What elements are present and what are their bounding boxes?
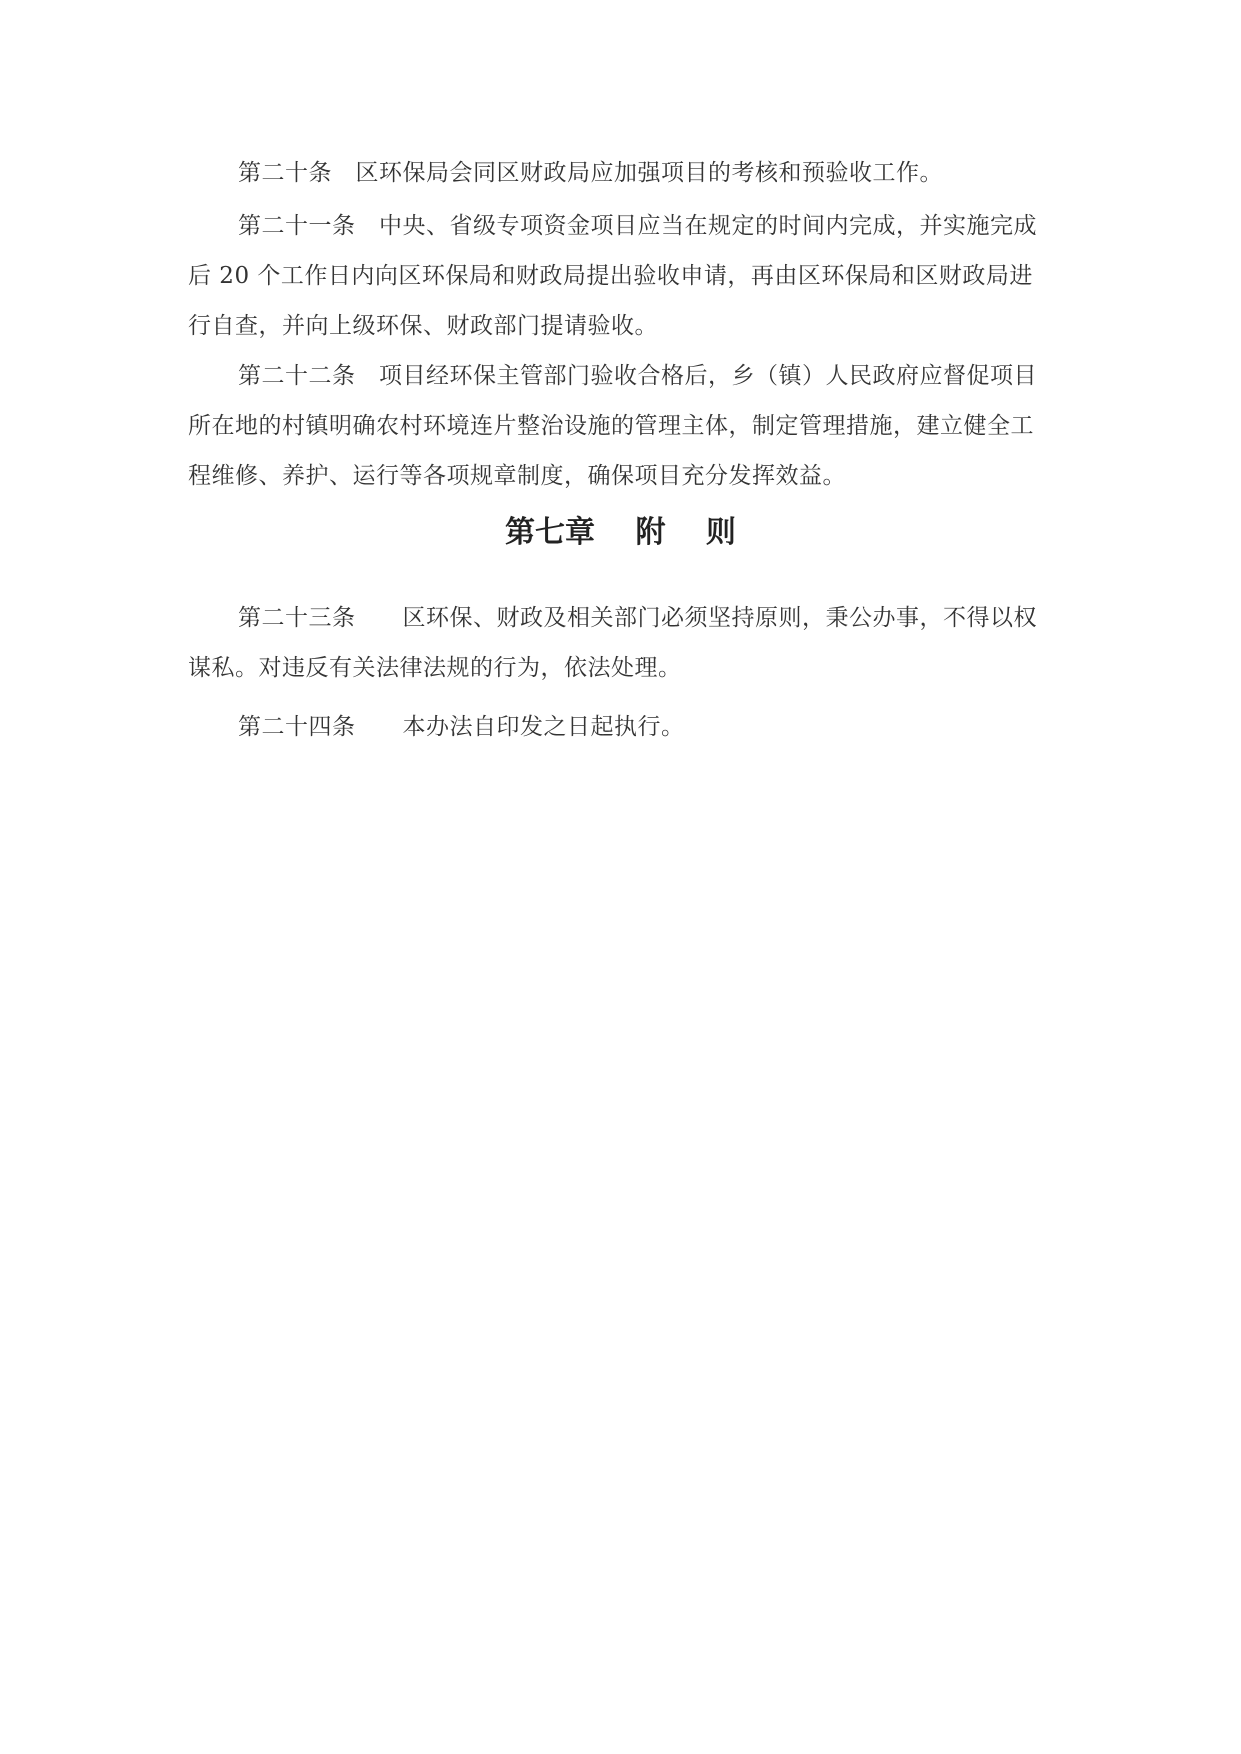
chapter-heading: 第七章 附 则 — [505, 515, 736, 550]
article-20-paragraph: 第二十条 区环保局会同区财政局应加强项目的考核和预验收工作。 — [238, 160, 943, 186]
article-21-paragraph: 第二十一条 中央、省级专项资金项目应当在规定的时间内完成，并实施完成后 20 个工作日内向区环保局和财政局提出验收申请，再由区环保局和区财政局进行自查，并向上级环保、财政部门提请验收。 — [188, 213, 1037, 339]
article-23-paragraph: 第二十三条 区环保、财政及相关部门必须坚持原则，秉公办事，不得以权谋私。对违反有关法律法规的行为，依法处理。 — [188, 605, 1037, 681]
article-24-paragraph: 第二十四条 本办法自印发之日起执行。 — [238, 714, 685, 740]
article-22-paragraph: 第二十二条 项目经环保主管部门验收合格后，乡（镇）人民政府应督促项目所在地的村镇明确农村环境连片整治设施的管理主体，制定管理措施，建立健全工程维修、养护、运行等各项规章制度，确保项目充分发挥效益。 — [188, 363, 1037, 489]
